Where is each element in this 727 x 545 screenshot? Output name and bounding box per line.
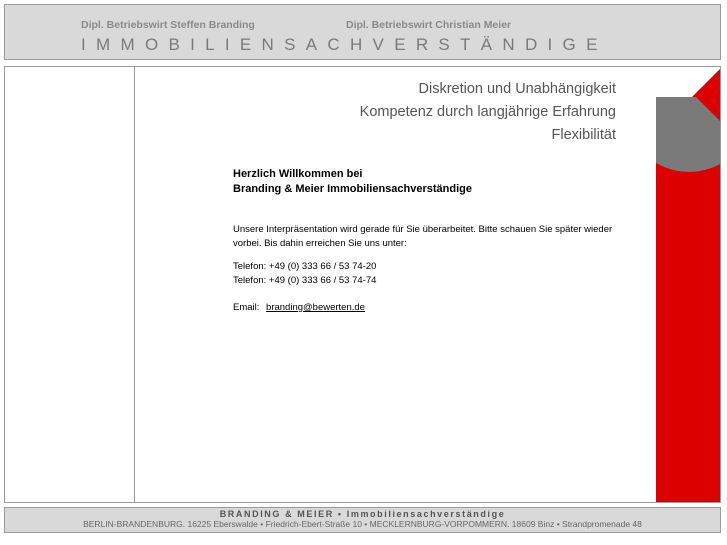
- welcome-heading-line2: Branding & Meier Immobiliensachverständige: [233, 183, 473, 195]
- left-sidebar-column: [5, 67, 135, 502]
- brand-title: IMMOBILIENSACHVERSTÄNDIGE: [81, 35, 608, 54]
- tagline-competence: Kompetenz durch langjährige Erfahrung: [359, 104, 616, 120]
- partner-name-branding: Dipl. Betriebswirt Steffen Branding: [81, 19, 255, 31]
- email-label: Email:: [233, 302, 260, 313]
- phone-number-1: Telefon: +49 (0) 333 66 / 53 74-20: [233, 261, 377, 272]
- partner-name-meier: Dipl. Betriebswirt Christian Meier: [346, 19, 512, 31]
- footer-address: BERLIN-BRANDENBURG. 16225 Eberswalde • Friedrich-Ebert-Straße 10 • MECKLERNBURG-VORPOMMERN. 18609 Binz • Strandpromenade 48: [83, 519, 642, 529]
- intro-text: Unsere Interpräsentation wird gerade für Sie überarbeitet. Bitte schauen Sie später wieder vorbei. Bis dahin erreichen Sie uns unter:: [233, 224, 613, 249]
- footer-title: BRANDING & MEIER • Immobiliensachverständige: [219, 509, 506, 519]
- decorative-red-panel: [656, 67, 721, 502]
- welcome-heading-line1: Herzlich Willkommen bei: [233, 168, 363, 180]
- email-link[interactable]: branding@bewerten.de: [266, 302, 365, 313]
- header-banner: [4, 4, 721, 60]
- main-content-frame: [4, 66, 721, 503]
- footer-bar: [4, 507, 721, 533]
- phone-list: [233, 260, 633, 288]
- tagline-discretion: Diskretion und Unabhängigkeit: [418, 81, 616, 97]
- tagline-flexibility: Flexibilität: [551, 127, 616, 143]
- email-row: [233, 301, 633, 315]
- welcome-content: [233, 167, 633, 315]
- phone-number-2: Telefon: +49 (0) 333 66 / 53 74-74: [233, 275, 377, 286]
